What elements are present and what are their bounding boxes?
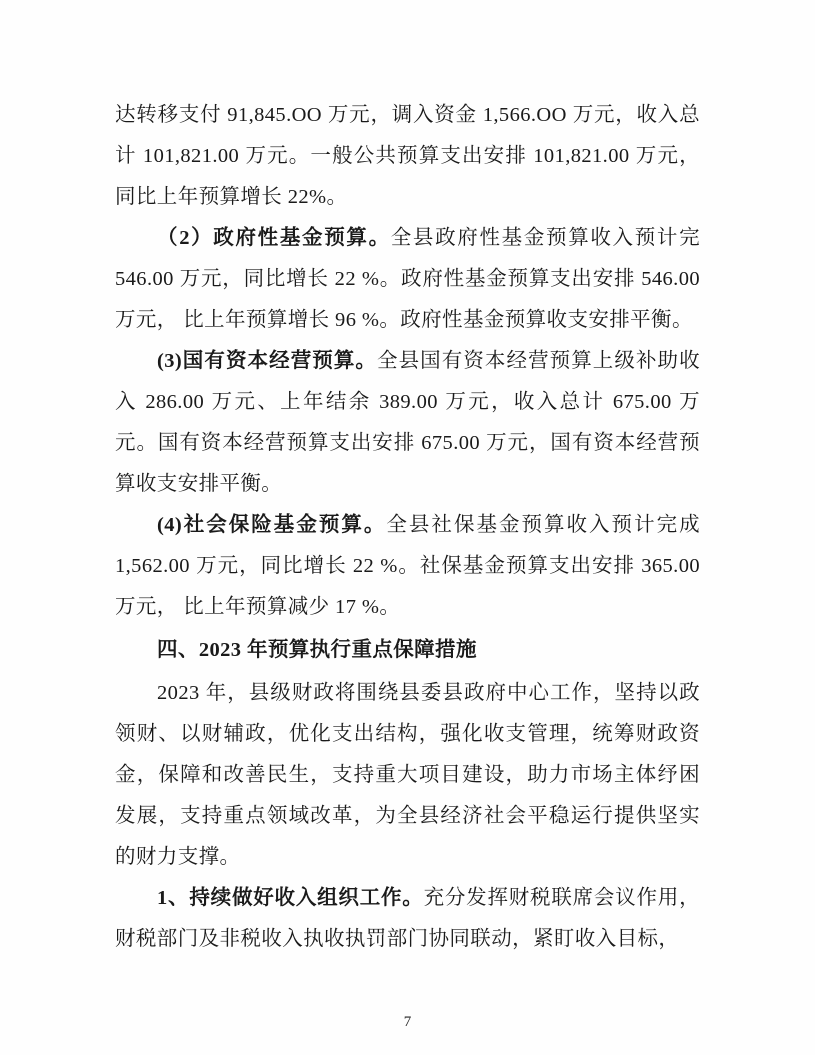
section-heading-four-text: 四、2023 年预算执行重点保障措施 <box>157 639 477 661</box>
paragraph-3-text: 全县国有资本经营预算上级补助收入 286.00 万元、上年结余 389.00 万元，收入总计 675.00 万元。国有资本经营预算支出安排 675.00 万元，国有资本经营预算收支安排平衡。 <box>115 350 701 495</box>
paragraph-4-lead: (4)社会保险基金预算。 <box>157 514 387 536</box>
paragraph-2-text: 全县政府性基金预算收入预计完 546.00 万元，同比增长 22 %。政府性基金预算支出安排 546.00 万元， 比上年预算增长 96 %。政府性基金预算收支安排平衡。 <box>115 227 700 331</box>
paragraph-5 <box>115 673 700 878</box>
page-number: 7 <box>403 1014 412 1030</box>
paragraph-2 <box>115 218 700 341</box>
section-heading-four <box>115 630 700 671</box>
paragraph-2-lead: （2）政府性基金预算。 <box>157 227 391 249</box>
paragraph-1 <box>115 95 700 218</box>
paragraph-4 <box>115 505 700 628</box>
paragraph-4-text: 全县社保基金预算收入预计完成 1,562.00 万元，同比增长 22 %。社保基金预算支出安排 365.00 万元， 比上年预算减少 17 %。 <box>115 514 700 618</box>
paragraph-6-lead: 1、持续做好收入组织工作。 <box>157 887 424 909</box>
document-body <box>115 95 700 960</box>
paragraph-3-lead: (3)国有资本经营预算。 <box>157 350 378 372</box>
paragraph-1-text: 达转移支付 91,845.OO 万元，调入资金 1,566.OO 万元，收入总计 101,821.00 万元。一般公共预算支出安排 101,821.00 万元，同比上年预算增长 22%。 <box>115 104 700 208</box>
paragraph-6 <box>115 878 700 960</box>
paragraph-5-text: 2023 年，县级财政将围绕县委县政府中心工作，坚持以政领财、以财辅政，优化支出结构，强化收支管理，统筹财政资金，保障和改善民生，支持重大项目建设，助力市场主体纾困发展，支持重点领域改革，为全县经济社会平稳运行提供坚实的财力支撑。 <box>115 682 700 868</box>
paragraph-3 <box>115 341 700 505</box>
paragraph-6-text: 充分发挥财税联席会议作用，财税部门及非税收入执收执罚部门协同联动，紧盯收入目标， <box>115 887 700 950</box>
